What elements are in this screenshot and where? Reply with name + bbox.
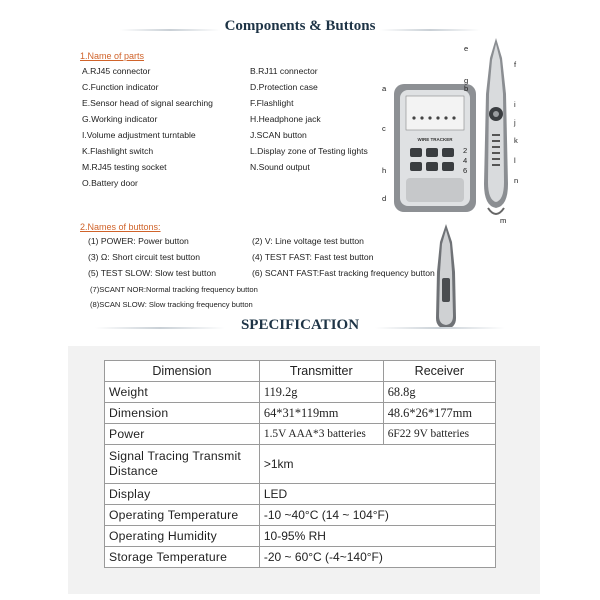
spec-header-receiver: Receiver: [383, 361, 495, 382]
callout-m: m: [500, 216, 507, 225]
button-5: (5) TEST SLOW: Slow test button: [88, 268, 217, 278]
spec-value-tx: 119.2g: [259, 382, 383, 403]
spec-row-dimension: [105, 403, 496, 424]
part-d: D.Protection case: [250, 82, 318, 92]
spec-rule-right: [375, 327, 505, 329]
callout-d: d: [382, 194, 387, 203]
callout-n: n: [514, 176, 519, 185]
button-4: (4) TEST FAST: Fast test button: [252, 252, 374, 262]
spec-label: Dimension: [105, 403, 260, 424]
spec-row-operating-humidity: [105, 526, 496, 547]
callout-b: b: [464, 84, 469, 93]
part-j: J.SCAN button: [250, 130, 307, 140]
spec-value-tx: 1.5V AAA*3 batteries: [259, 424, 383, 445]
part-f: F.Flashlight: [250, 98, 294, 108]
spec-table: [104, 360, 496, 568]
spec-label: Display: [105, 484, 260, 505]
spec-value: -10 ~40°C (14 ~ 104°F): [259, 505, 495, 526]
button-7: (7)SCANT NOR:Normal tracking frequency button: [90, 285, 258, 294]
spec-value: -20 ~ 60°C (-4~140°F): [259, 547, 495, 568]
callout-f: f: [514, 60, 517, 69]
spec-label: Signal Tracing Transmit Distance: [105, 445, 260, 484]
title-rule-right: [380, 29, 480, 31]
callout-a: a: [382, 84, 387, 93]
receiver-cable: [488, 208, 504, 214]
device-label: WIRE TRACKER: [417, 137, 453, 142]
probe-grip: [442, 278, 450, 302]
button-2: (2) V: Line voltage test button: [252, 236, 364, 246]
part-b: B.RJ11 connector: [250, 66, 318, 76]
spec-row-operating-temperature: [105, 505, 496, 526]
spec-row-storage-temperature: [105, 547, 496, 568]
spec-row-distance: [105, 445, 496, 484]
spec-header-row: [105, 361, 496, 382]
callout-j: j: [514, 118, 516, 127]
spec-row-display: [105, 484, 496, 505]
spec-label: Weight: [105, 382, 260, 403]
section-title-components: Components & Buttons: [224, 18, 376, 34]
spec-label: Storage Temperature: [105, 547, 260, 568]
callout-i: i: [514, 100, 516, 109]
part-n: N.Sound output: [250, 162, 310, 172]
callout-4: 4: [463, 156, 468, 165]
receiver-illustration: [466, 34, 526, 224]
part-l: L.Display zone of Testing lights: [250, 146, 368, 156]
spec-value-rx: 6F22 9V batteries: [383, 424, 495, 445]
transmitter-lower-panel: [406, 178, 464, 202]
spec-value-rx: 48.6*26*177mm: [383, 403, 495, 424]
part-k: K.Flashlight switch: [82, 146, 154, 156]
callout-2: 2: [463, 146, 468, 155]
section-title-specification: SPECIFICATION: [240, 317, 360, 333]
part-i: I.Volume adjustment turntable: [82, 130, 196, 140]
spec-header-transmitter: Transmitter: [259, 361, 383, 382]
part-m: M.RJ45 testing socket: [82, 162, 167, 172]
spec-label: Power: [105, 424, 260, 445]
part-c: C.Function indicator: [82, 82, 159, 92]
button-1: (1) POWER: Power button: [88, 236, 189, 246]
spec-value-tx: 64*31*119mm: [259, 403, 383, 424]
callout-k: k: [514, 136, 518, 145]
callout-6: 6: [463, 166, 468, 175]
part-h: H.Headphone jack: [250, 114, 321, 124]
spec-value: LED: [259, 484, 495, 505]
callout-e: e: [464, 44, 469, 53]
spec-row-weight: [105, 382, 496, 403]
tracer-probe-illustration: [422, 222, 470, 332]
callout-c: c: [382, 124, 386, 133]
parts-heading: 1.Name of parts: [80, 51, 145, 61]
spec-value: 10-95% RH: [259, 526, 495, 547]
spec-label: Operating Humidity: [105, 526, 260, 547]
button-6: (6) SCANT FAST:Fast tracking frequency button: [252, 268, 435, 278]
callout-h: h: [382, 166, 387, 175]
part-e: E.Sensor head of signal searching: [82, 98, 213, 108]
spec-header-dimension: Dimension: [105, 361, 260, 382]
spec-row-power: [105, 424, 496, 445]
buttons-heading: 2.Names of buttons:: [80, 222, 161, 232]
button-8: (8)SCAN SLOW: Slow tracking frequency button: [90, 300, 253, 309]
spec-value: >1km: [259, 445, 495, 484]
transmitter-indicator-panel: [406, 96, 464, 130]
volume-knob-center: [493, 111, 499, 117]
spec-value-rx: 68.8g: [383, 382, 495, 403]
button-3: (3) Ω: Short circuit test button: [88, 252, 200, 262]
callout-l: l: [514, 156, 516, 165]
callout-g: g: [464, 76, 469, 85]
part-o: O.Battery door: [82, 178, 138, 188]
part-g: G.Working indicator: [82, 114, 158, 124]
part-a: A.RJ45 connector: [82, 66, 151, 76]
spec-label: Operating Temperature: [105, 505, 260, 526]
